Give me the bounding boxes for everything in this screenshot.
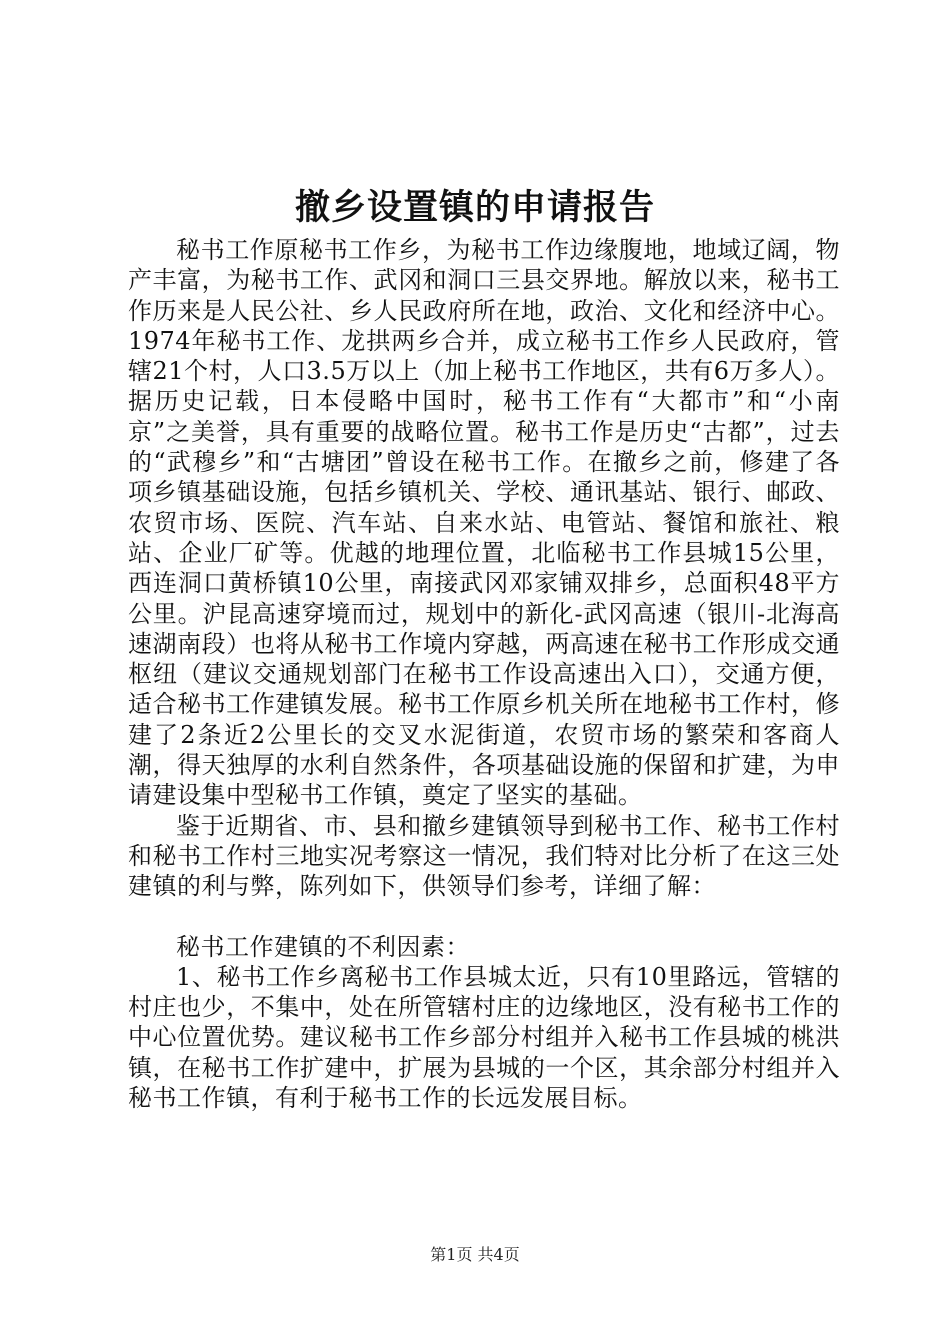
paragraph-intro: 秘书工作原秘书工作乡，为秘书工作边缘腹地，地域辽阔，物产丰富，为秘书工作、武冈和洞口三县交界地。解放以来，秘书工作历来是人民公社、乡人民政府所在地，政治、文化和经济中心。1974年秘书工作、龙拱两乡合并，成立秘书工作乡人民政府，管辖21个村，人口3.5万以上（加上秘书工作地区，共有6万多人）。据历史记载，日本侵略中国时，秘书工作有“大都市”和“小南京”之美誉，具有重要的战略位置。秘书工作是历史“古都”，过去的“武穆乡”和“古塘团”曾设在秘书工作。在撤乡之前，修建了各项乡镇基础设施，包括乡镇机关、学校、通讯基站、银行、邮政、农贸市场、医院、汽车站、自来水站、电管站、餐馆和旅社、粮站、企业厂矿等。优越的地理位置，北临秘书工作县城15公里，西连洞口黄桥镇10公里，南接武冈邓家铺双排乡，总面积48平方公里。沪昆高速穿境而过，规划中的新化-武冈高速（银川-北海高速湖南段）也将从秘书工作境内穿越，两高速在秘书工作形成交通枢纽（建议交通规划部门在秘书工作设高速出入口），交通方便，适合秘书工作建镇发展。秘书工作原乡机关所在地秘书工作村，修建了2条近2公里长的交叉水泥街道，农贸市场的繁荣和客商人潮，得天独厚的水利自然条件，各项基础设施的保留和扩建，为申请建设集中型秘书工作镇，奠定了坚实的基础。 [128, 236, 840, 810]
paragraph-spacer [128, 902, 840, 932]
section-heading-disadvantages: 秘书工作建镇的不利因素： [176, 932, 470, 961]
document-body [128, 235, 840, 1113]
page-footer: 第1页 共4页 [430, 1245, 520, 1264]
document-title: 撤乡设置镇的申请报告 [294, 187, 655, 228]
paragraph-comparison: 鉴于近期省、市、县和撤乡建镇领导到秘书工作、秘书工作村和秘书工作村三地实况考察这一情况，我们特对比分析了在这三处建镇的利与弊，陈列如下，供领导们参考，详细了解： [128, 811, 840, 901]
paragraph-point-1: 1、秘书工作乡离秘书工作县城太近，只有10里路远，管辖的村庄也少，不集中，处在所管辖村庄的边缘地区，没有秘书工作的中心位置优势。建议秘书工作乡部分村组并入秘书工作县城的桃洪镇，在秘书工作扩建中，扩展为县城的一个区，其余部分村组并入秘书工作镇，有利于秘书工作的长远发展目标。 [128, 962, 840, 1113]
